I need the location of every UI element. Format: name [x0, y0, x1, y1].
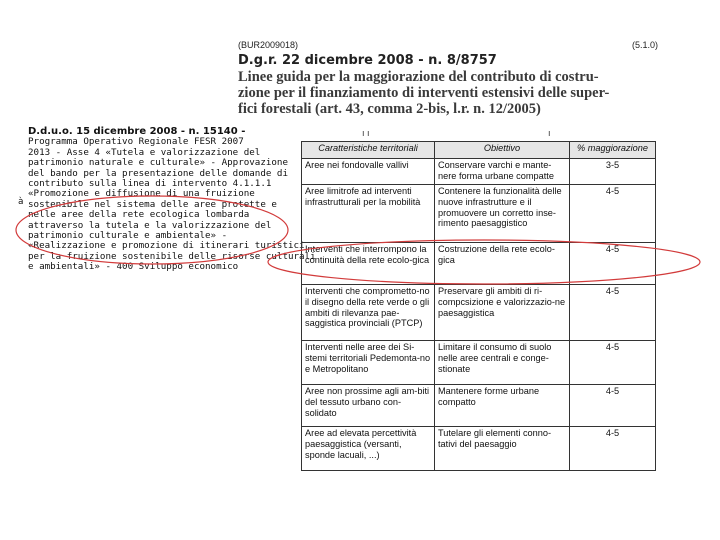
text-line: 2013 - Asse 4 «Tutela e valorizzazione del — [28, 146, 261, 158]
title-line: fici forestali (art. 43, comma 2-bis, l.r. n. 12/2005) — [238, 101, 541, 117]
text-line: patrimonio naturale e culturale» - Approvazione — [28, 157, 288, 169]
table-cell: Limitare il consumo di suolo nelle aree centrali e conge-stionate — [435, 341, 570, 385]
table-cell: Aree non prossime agli am-biti del tessuto urbano con-solidato — [302, 385, 435, 427]
table-cell: Costruzione della rete ecolo-gica — [435, 243, 570, 285]
text-line: per la fruizione sostenibile delle risorse culturali — [28, 250, 316, 262]
text-line: attraverso la tutela e la valorizzazione del — [28, 219, 272, 231]
text-line: sostenibile nel sistema delle aree protette e — [28, 198, 277, 210]
text-line: patrimonio culturale e ambientale» - — [28, 230, 228, 242]
text-line: e ambientali» - 400 Sviluppo economico — [28, 261, 239, 273]
table-cell: 4-5 — [570, 285, 656, 341]
table-cell: Interventi nelle aree dei Si-stemi territoriali Pedemonta-no e Metropolitano — [302, 341, 435, 385]
dgr-heading: D.g.r. 22 dicembre 2008 - n. 8/8757 — [238, 53, 497, 68]
table-cell: 4-5 — [570, 385, 656, 427]
table-cell: Aree ad elevata percettività paesaggistica (versanti, sponde lacuali, ...) — [302, 427, 435, 471]
margin-marker: à — [18, 197, 24, 207]
table-cell: Interventi che interrompono la continuità della rete ecolo-gica — [302, 243, 435, 285]
table-cell: 4-5 — [570, 427, 656, 471]
table-cell: Aree nei fondovalle vallivi — [302, 159, 435, 185]
text-line: «Promozione e diffusione di una fruizione — [28, 188, 255, 200]
table-cell: 4-5 — [570, 243, 656, 285]
text-line: nelle aree della rete ecologica lombarda — [28, 209, 250, 221]
table-cell: Contenere la funzionalità delle nuove infrastrutture e il promuovere un corretto inse-rimento paesaggistico — [435, 185, 570, 243]
highlight-ellipse-left — [16, 196, 316, 264]
table-cell: Mantenere forme urbane compatto — [435, 385, 570, 427]
table-cell: Aree limitrofe ad interventi infrastrutturali per la mobilità — [302, 185, 435, 243]
table-cell: 4-5 — [570, 185, 656, 243]
text-line: contributo sulla linea di intervento 4.1.1.1 — [28, 178, 272, 190]
section-number: (5.1.0) — [631, 40, 658, 50]
decree-heading: D.d.u.o. 15 dicembre 2008 - n. 15140 - — [28, 126, 246, 137]
column-header: % maggiorazione — [570, 142, 656, 159]
title-line: Linee guida per la maggiorazione del contributo di costru- — [238, 69, 599, 85]
text-line: del bando per la presentazione delle domande di — [28, 167, 288, 179]
table-cell: 3-5 — [570, 159, 656, 185]
column-header: Obiettivo — [435, 142, 570, 159]
table-cell: Preservare gli ambiti di ri-compcsizione e valorizzazio-ne paesaggistica — [435, 285, 570, 341]
title-line: zione per il finanziamento di interventi estensivi delle super- — [238, 85, 610, 101]
table-cell: 4-5 — [570, 341, 656, 385]
text-line: Programma Operativo Regionale FESR 2007 — [28, 136, 244, 148]
scan-mark: ı — [548, 128, 551, 138]
text-line: «Realizzazione e promozione di itinerari turistici — [28, 240, 305, 252]
table-cell: Tutelare gli elementi conno-tativi del paesaggio — [435, 427, 570, 471]
scan-mark: ı ı — [362, 128, 370, 138]
bulletin-ref: (BUR2009018) — [238, 40, 299, 50]
table-cell: Interventi che comprometto-no il disegno della rete verde o gli ambiti di rilevanza pae-saggistica provinciali (PTCP) — [302, 285, 435, 341]
highlight-ellipse-table — [268, 240, 700, 284]
column-header: Caratteristiche territoriali — [302, 142, 435, 159]
table-cell: Conservare varchi e mante-nere forma urbane compatte — [435, 159, 570, 185]
